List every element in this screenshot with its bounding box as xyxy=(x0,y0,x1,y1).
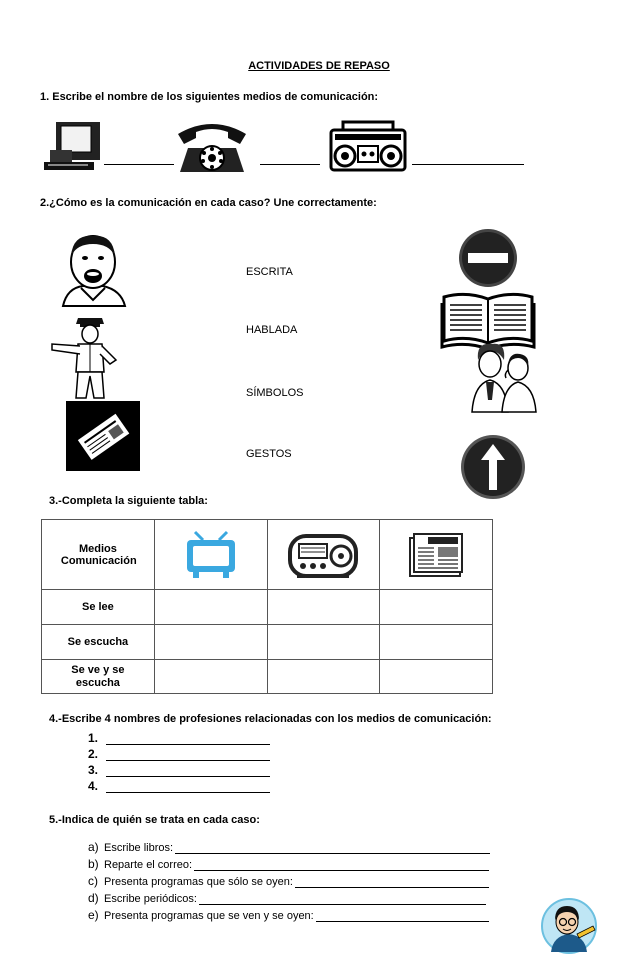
television-icon xyxy=(155,530,267,580)
question-2-prompt: 2.¿Cómo es la comunicación en cada caso? Une correctamente: xyxy=(40,197,377,209)
student-mascot-icon xyxy=(541,898,597,954)
item-text: Presenta programas que sólo se oyen: xyxy=(104,876,293,888)
speaking-person-icon xyxy=(53,232,131,308)
answer-line[interactable] xyxy=(295,877,489,888)
item-a xyxy=(88,840,490,854)
word-escrita: ESCRITA xyxy=(246,266,293,278)
question-4-prompt: 4.-Escribe 4 nombres de profesiones relacionadas con los medios de comunicación: xyxy=(49,713,492,725)
item-letter: d) xyxy=(88,891,99,905)
table-cell[interactable] xyxy=(154,625,267,660)
answer-line[interactable] xyxy=(175,843,490,854)
profession-line[interactable] xyxy=(106,732,270,745)
profession-row-2 xyxy=(88,747,270,761)
table-cell[interactable] xyxy=(267,625,380,660)
question-1-prompt: 1. Escribe el nombre de los siguientes medios de comunicación: xyxy=(40,91,379,103)
table-cell[interactable] xyxy=(154,660,267,694)
table-header-radio xyxy=(267,520,380,590)
list-number: 3. xyxy=(88,763,99,777)
computer-icon xyxy=(42,120,104,172)
table-cell[interactable] xyxy=(154,590,267,625)
answer-line-3[interactable] xyxy=(412,164,524,165)
table-cell[interactable] xyxy=(380,590,493,625)
item-text: Presenta programas que se ven y se oyen: xyxy=(104,910,314,922)
item-text: Escribe periódicos: xyxy=(104,893,197,905)
item-e xyxy=(88,908,489,922)
profession-line[interactable] xyxy=(106,748,270,761)
whispering-people-icon xyxy=(468,340,538,414)
table-row-label: Se lee xyxy=(42,590,155,625)
list-number: 2. xyxy=(88,747,99,761)
table-header-newspaper xyxy=(380,520,493,590)
newspaper-icon xyxy=(66,401,140,471)
answer-line-1[interactable] xyxy=(104,164,174,165)
table-row-label: Se escucha xyxy=(42,625,155,660)
table-cell[interactable] xyxy=(380,660,493,694)
answer-line[interactable] xyxy=(194,860,489,871)
profession-row-4 xyxy=(88,779,270,793)
item-text: Reparte el correo: xyxy=(104,859,193,871)
item-text: Escribe libros: xyxy=(104,842,174,854)
item-letter: e) xyxy=(88,908,99,922)
traffic-officer-icon xyxy=(50,314,130,402)
profession-row-1 xyxy=(88,731,270,745)
answer-line-2[interactable] xyxy=(260,164,320,165)
item-letter: c) xyxy=(88,874,98,888)
answer-line[interactable] xyxy=(316,911,489,922)
question-3-prompt: 3.-Completa la siguiente tabla: xyxy=(49,495,208,507)
no-entry-sign-icon xyxy=(458,228,518,288)
table-cell[interactable] xyxy=(267,590,380,625)
telephone-icon xyxy=(174,118,250,176)
question-5-prompt: 5.-Indica de quién se trata en cada caso: xyxy=(49,814,260,826)
item-letter: b) xyxy=(88,857,99,871)
word-simbolos: SÍMBOLOS xyxy=(246,387,304,399)
table-row-label: Se ve y se escucha xyxy=(42,660,155,694)
item-d xyxy=(88,891,486,905)
profession-line[interactable] xyxy=(106,764,270,777)
item-c xyxy=(88,874,489,888)
page-title: ACTIVIDADES DE REPASO xyxy=(248,60,390,72)
table-header-media: Medios Comunicación xyxy=(42,520,155,590)
newspaper-icon xyxy=(380,532,492,578)
radio-icon xyxy=(268,530,380,580)
word-gestos: GESTOS xyxy=(246,448,292,460)
item-b xyxy=(88,857,489,871)
media-table xyxy=(41,519,493,694)
list-number: 4. xyxy=(88,779,99,793)
ahead-only-sign-icon xyxy=(459,434,527,500)
radio-cassette-icon xyxy=(329,120,407,172)
profession-row-3 xyxy=(88,763,270,777)
item-letter: a) xyxy=(88,840,99,854)
answer-line[interactable] xyxy=(199,894,486,905)
list-number: 1. xyxy=(88,731,99,745)
profession-line[interactable] xyxy=(106,780,270,793)
word-hablada: HABLADA xyxy=(246,324,298,336)
table-header-tv xyxy=(154,520,267,590)
table-cell[interactable] xyxy=(380,625,493,660)
table-cell[interactable] xyxy=(267,660,380,694)
